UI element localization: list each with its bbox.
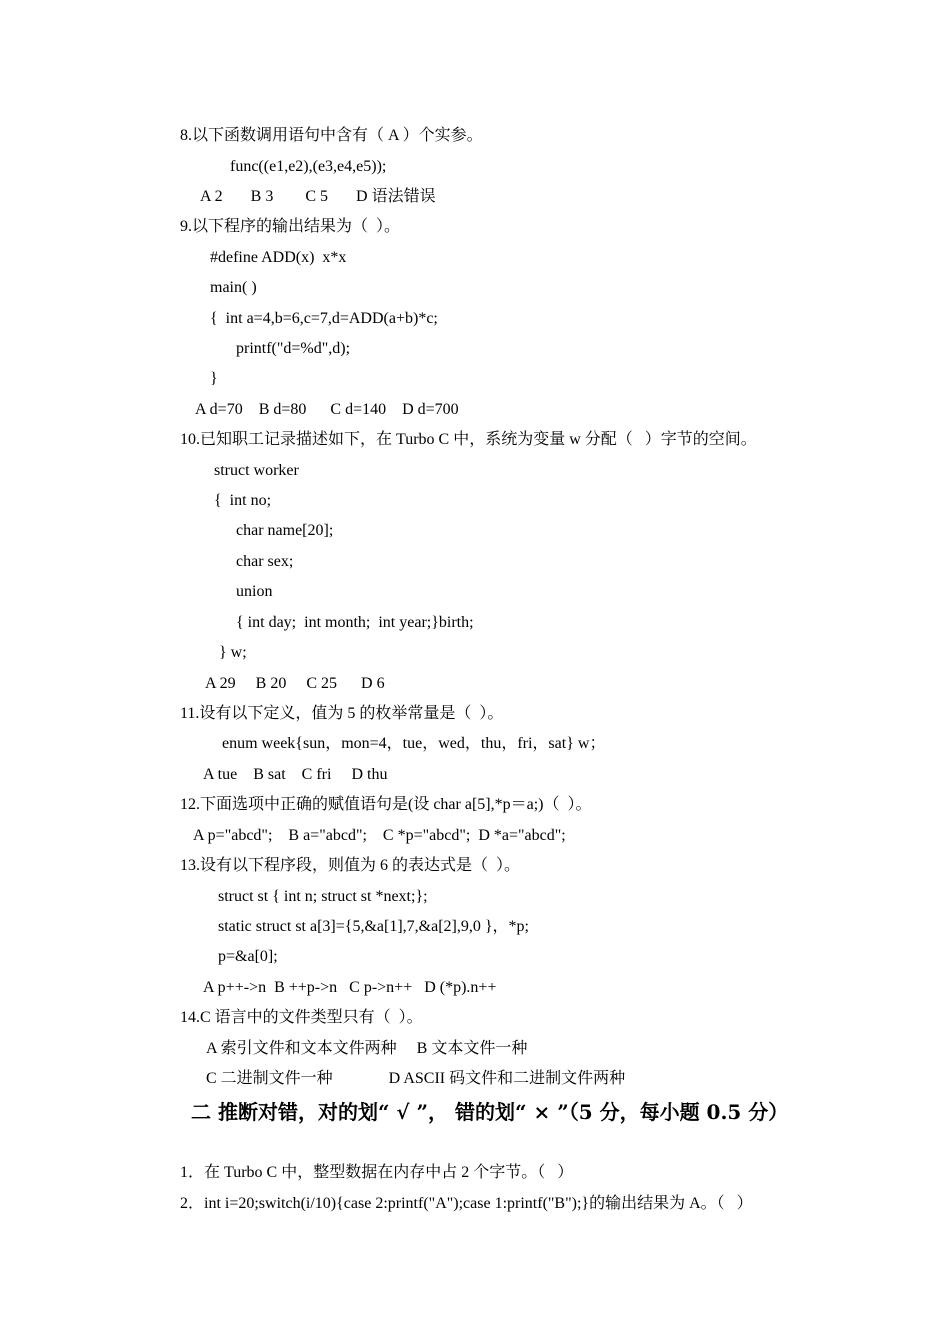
question-10-options: A 29 B 20 C 25 D 6 <box>205 675 385 692</box>
question-14-options-line: C 二进制文件一种 D ASCII 码文件和二进制文件两种 <box>206 1070 626 1087</box>
question-12-options: A p="abcd"; B a="abcd"; C *p="abcd"; D *a="abcd"; <box>193 827 566 844</box>
section-heading: 二 推断对错，对的划“ √ ”， 错的划“ × ”（5 分，每小题 0.5 分） <box>191 1100 789 1124</box>
question-10-code-line: { int day; int month; int year;}birth; <box>236 614 474 631</box>
question-13-code-line: struct st { int n; struct st *next;}; <box>218 888 428 905</box>
question-10-stem: 10.已知职工记录描述如下，在 Turbo C 中，系统为变量 w 分配（ ）字节的空间。 <box>180 431 757 448</box>
question-13-code-line: static struct st a[3]={5,&a[1],7,&a[2],9,0 }，*p; <box>218 918 529 935</box>
question-8-stem: 8.以下函数调用语句中含有（ A ）个实参。 <box>180 127 483 144</box>
true-false-item: 1．在 Turbo C 中，整型数据在内存中占 2 个字节。（ ） <box>180 1164 574 1181</box>
question-9-code-line: { int a=4,b=6,c=7,d=ADD(a+b)*c; <box>210 310 438 327</box>
question-14-options-line: A 索引文件和文本文件两种 B 文本文件一种 <box>206 1040 528 1057</box>
question-10-code-line: { int no; <box>214 492 272 509</box>
question-10-code-line: } w; <box>219 644 247 661</box>
question-12-stem: 12.下面选项中正确的赋值语句是(设 char a[5],*p＝a;)（ ）。 <box>180 796 592 813</box>
question-8-options: A 2 B 3 C 5 D 语法错误 <box>200 188 436 205</box>
true-false-item: 2．int i=20;switch(i/10){case 2:printf("A");case 1:printf("B");}的输出结果为 A。（ ） <box>180 1195 753 1212</box>
question-10-code-line: char name[20]; <box>236 522 334 539</box>
question-9-code-line: printf("d=%d",d); <box>236 340 351 357</box>
question-14-stem: 14.C 语言中的文件类型只有（ ）。 <box>180 1009 423 1026</box>
question-13-options: A p++->n B ++p->n C p->n++ D (*p).n++ <box>203 979 497 996</box>
question-9-code-line: #define ADD(x) x*x <box>210 249 347 266</box>
question-11-stem: 11.设有以下定义，值为 5 的枚举常量是（ ）。 <box>180 705 504 722</box>
question-10-code-line: struct worker <box>214 462 299 479</box>
question-9-options: A d=70 B d=80 C d=140 D d=700 <box>195 401 459 418</box>
question-13-stem: 13.设有以下程序段，则值为 6 的表达式是（ ）。 <box>180 857 521 874</box>
question-10-code-line: union <box>236 583 273 600</box>
question-10-code-line: char sex; <box>236 553 294 570</box>
question-8-code-line: func((e1,e2),(e3,e4,e5)); <box>230 158 387 175</box>
question-13-code-line: p=&a[0]; <box>218 948 278 965</box>
question-11-options: A tue B sat C fri D thu <box>203 766 388 783</box>
question-9-code-line: } <box>210 370 218 387</box>
question-9-code-line: main( ) <box>210 279 257 296</box>
question-9-stem: 9.以下程序的输出结果为（ ）。 <box>180 218 401 235</box>
question-11-code-line: enum week{sun，mon=4，tue，wed，thu，fri，sat} w； <box>222 735 606 752</box>
